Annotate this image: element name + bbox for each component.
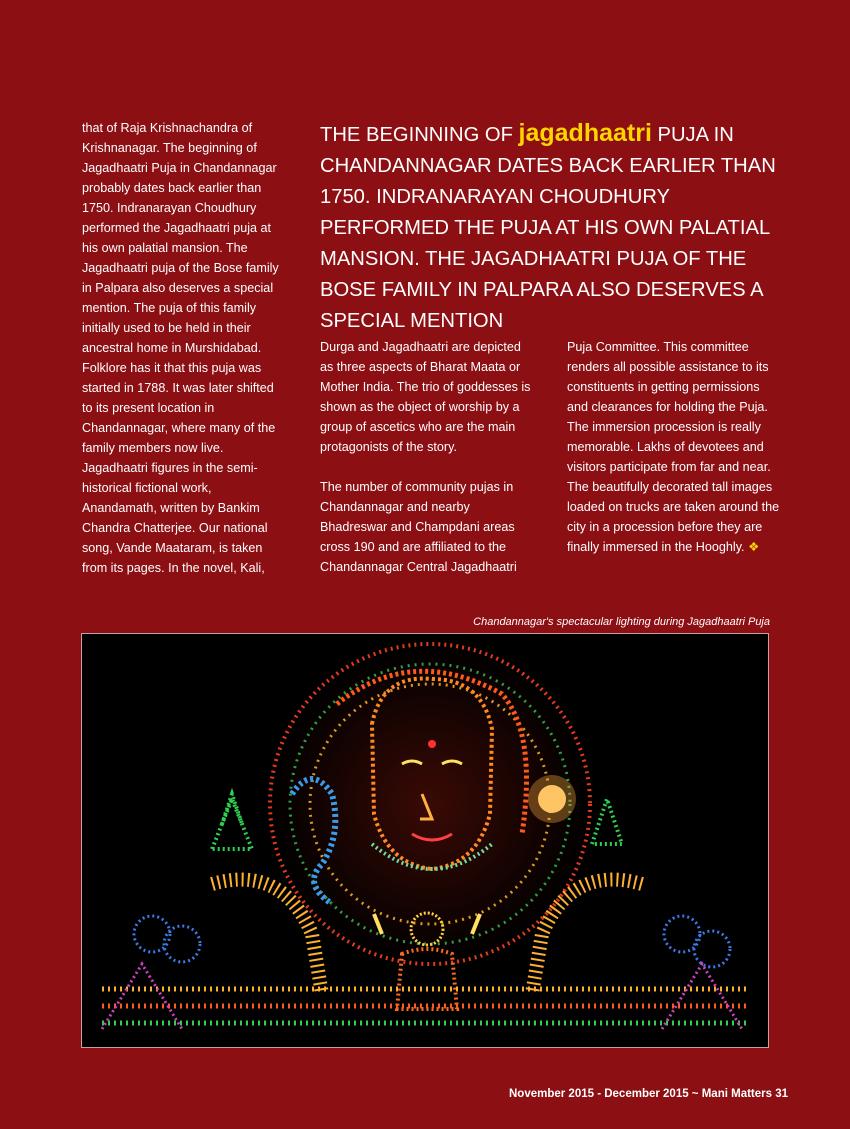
- festival-lighting-photo: [81, 633, 769, 1048]
- pull-quote-start: THE BEGINNING OF: [320, 124, 519, 146]
- pull-quote-highlight: jagadhaatri: [518, 119, 652, 147]
- lighting-display-illustration: [82, 634, 768, 1047]
- left-column: [82, 118, 287, 578]
- pull-quote-rest: PUJA IN CHANDANNAGAR DATES BACK EARLIER THAN 1750. INDRANARAYAN CHOUDHURY PERFORMED THE PUJA AT HIS OWN PALATIAL MANSION. THE JAGADHAATRI PUJA OF THE BOSE FAMILY IN PALPARA ALSO DESERVES A SPECIAL MENTION: [320, 124, 776, 332]
- left-column-text: that of Raja Krishnachandra of Krishnanagar. The beginning of Jagadhaatri Puja in Chandannagar probably dates back earlier than 1750. Indranarayan Choudhury performed the Jagadhaatri puja at his own palatial mansion. The Jagadhaatri puja of the Bose family in Palpara also deserves a special mention. The puja of this family initially used to be held in their ancestral home in Murshidabad. Folklore has it that this puja was started in 1788. It was later shifted to its present location in Chandannagar, where many of the family members now live. Jagadhaatri figures in the semi-historical fictional work, Anandamath, written by Bankim Chandra Chatterjee. Our national song, Vande Maataram, is taken from its pages. In the novel, Kali,: [82, 121, 279, 575]
- photo-caption: Chandannagar's spectacular lighting during Jagadhaatri Puja: [473, 616, 770, 628]
- right-column: [567, 337, 782, 557]
- right-paragraph: [567, 337, 782, 557]
- page-footer: November 2015 - December 2015 ~ Mani Matters 31: [508, 1088, 788, 1100]
- middle-paragraph-1: Durga and Jagadhaatri are depicted as three aspects of Bharat Maata or Mother India. The trio of goddesses is shown as the object of worship by a group of ascetics who are the main protagonists of the story.: [320, 340, 531, 454]
- pull-quote: [320, 118, 790, 337]
- middle-column: [320, 337, 535, 577]
- middle-paragraph-2: The number of community pujas in Chandannagar and nearby Bhadreswar and Champdani areas cross 190 and are affiliated to the Chandannagar Central Jagadhaatri: [320, 480, 517, 574]
- right-paragraph-text: Puja Committee. This committee renders all possible assistance to its constituents in getting permissions and clearances for holding the Puja. The immersion procession is really memorable. Lakhs of devotees and visitors participate from far and near. The beautifully decorated tall images loaded on trucks are taken around the city in a procession before they are finally immersed in the Hooghly.: [567, 340, 780, 554]
- end-mark-icon: ❖: [748, 540, 760, 554]
